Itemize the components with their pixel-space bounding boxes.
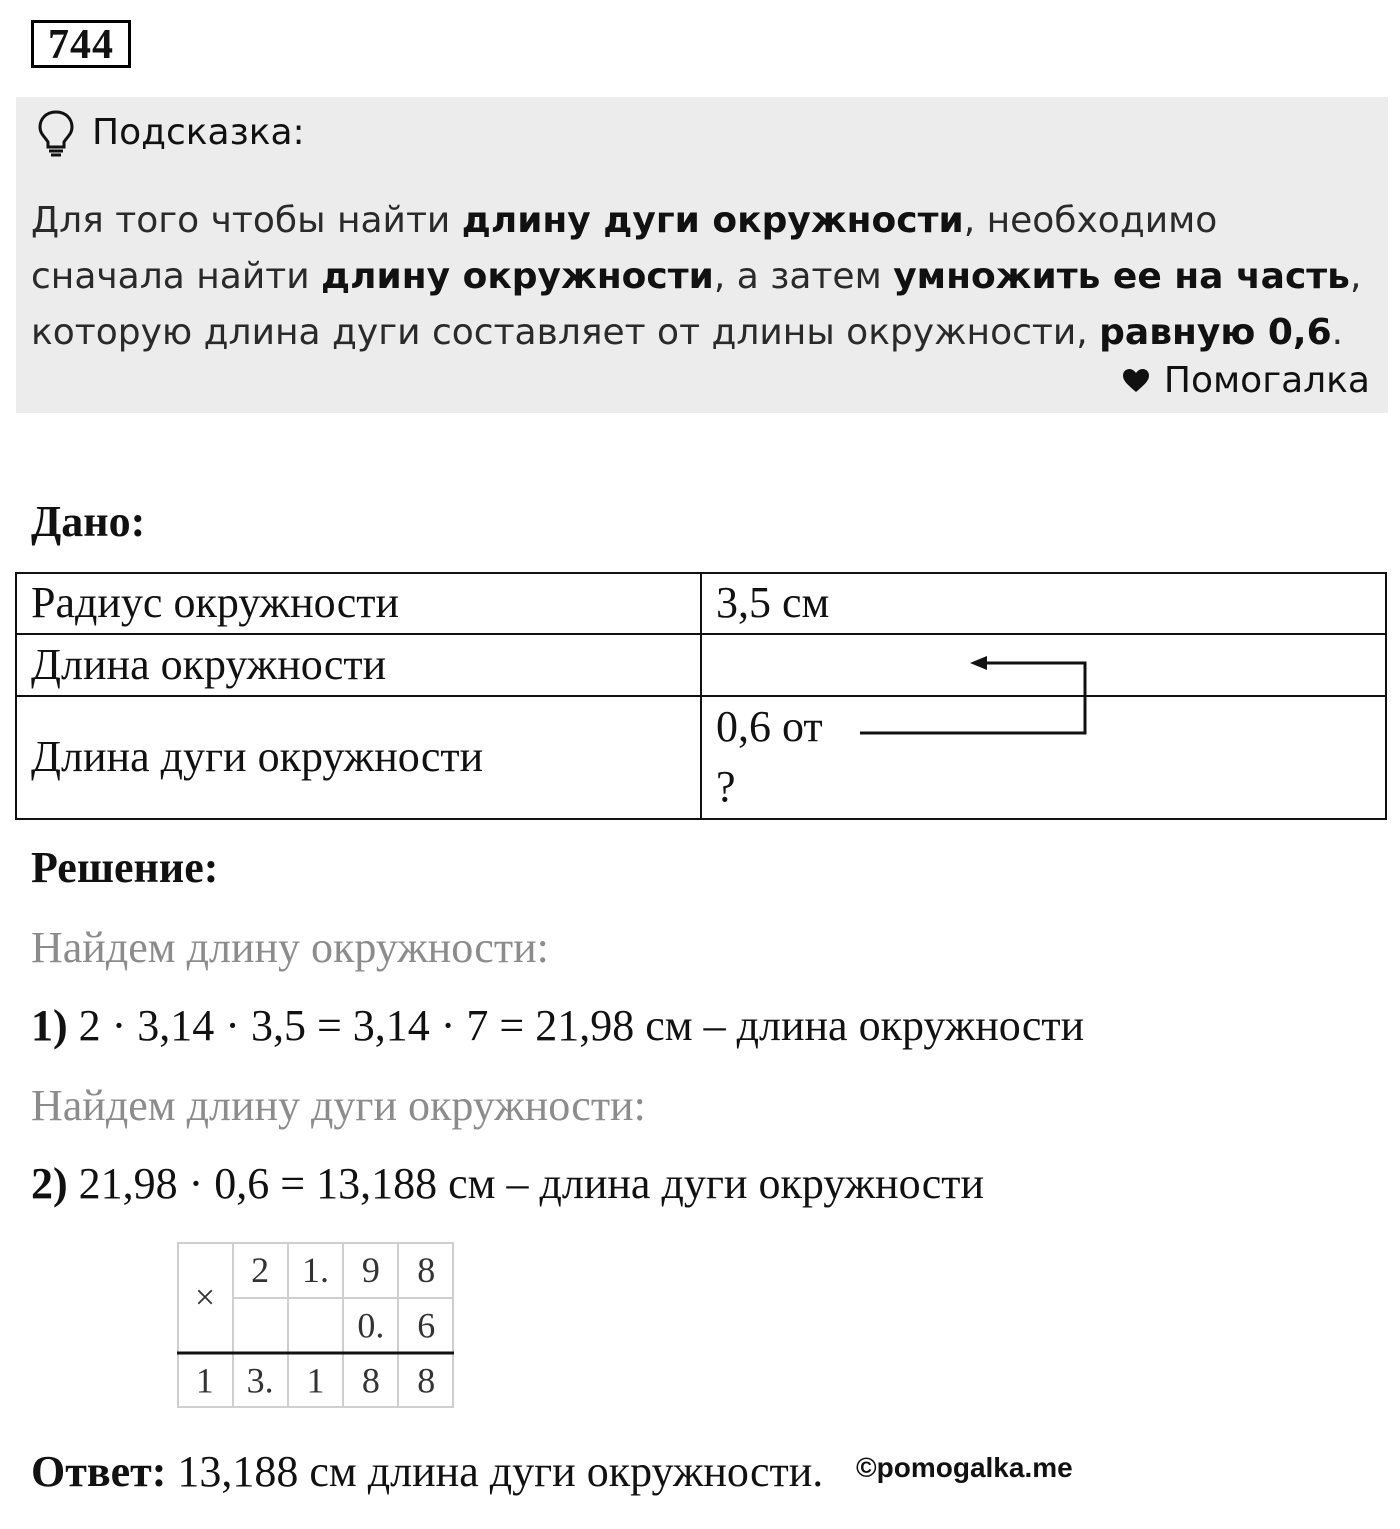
table-row-label: Длина дуги окружности [31,732,484,781]
hint-run: . [1331,312,1344,353]
step1-caption: Найдем длину окружности: [31,923,549,972]
table-row-label: Радиус окружности [31,578,400,627]
grid-digit: 1 [306,1360,325,1401]
multiplication-grid [177,1242,454,1408]
step2-equation [31,1158,984,1210]
brand-label: Помогалка [1163,360,1370,401]
answer [31,1446,823,1498]
hint-emphasis: длину окружности [321,256,714,297]
hint-title: Подсказка: [92,112,305,153]
table-row-value: 3,5 см [716,578,830,627]
hint-emphasis: умножить ее на часть [893,256,1350,297]
hint-run: , а затем [713,256,894,297]
hint-box [16,97,1388,413]
lightbulb-icon [36,109,76,159]
solution-heading: Решение: [31,843,219,892]
table-row-value: 0,6 от [716,702,823,751]
hint-run: , необходимо сначала найти [31,200,1218,297]
table-row-value-question: ? [716,762,736,811]
hint-brand [1122,359,1370,403]
grid-digit: 3. [246,1360,274,1401]
grid-digit: 6 [417,1305,436,1346]
given-heading: Дано: [31,497,146,546]
grid-digit: 2 [251,1250,270,1290]
hint-text [31,193,1371,361]
problem-number: 744 [31,20,131,68]
step1-text: 2 · 3,14 · 3,5 = 3,14 · 7 = 21,98 см – длина окружности [67,1001,1085,1050]
multiply-sign: × [194,1277,216,1317]
hint-emphasis: длину дуги окружности [461,200,964,241]
step1-equation [31,1000,1084,1052]
hint-emphasis: равную 0,6 [1099,312,1332,353]
grid-digit: 0. [357,1305,385,1346]
answer-label: Ответ: [31,1447,167,1496]
hint-run: , которую длина дуги составляет от длины окружности, [31,256,1362,353]
watermark: ©pomogalka.me [856,1452,1073,1483]
grid-digit: 8 [417,1250,436,1290]
heart-icon [1122,368,1150,394]
grid-digit: 9 [361,1250,380,1290]
grid-digit: 8 [361,1360,380,1401]
arrow-connector [860,656,1085,733]
step1-number: 1) [31,1001,68,1050]
given-table [15,572,1387,820]
step2-number: 2) [31,1159,68,1208]
grid-digit: 8 [417,1360,436,1401]
step2-text: 21,98 · 0,6 = 13,188 см – длина дуги окружности [67,1159,985,1208]
step2-caption: Найдем длину дуги окружности: [31,1081,646,1130]
table-row-label: Длина окружности [31,640,387,689]
grid-digit: 1 [195,1360,214,1401]
answer-text: 13,188 см длина дуги окружности. [166,1447,824,1496]
grid-digit: 1. [302,1250,329,1290]
hint-run: Для того чтобы найти [31,200,462,241]
